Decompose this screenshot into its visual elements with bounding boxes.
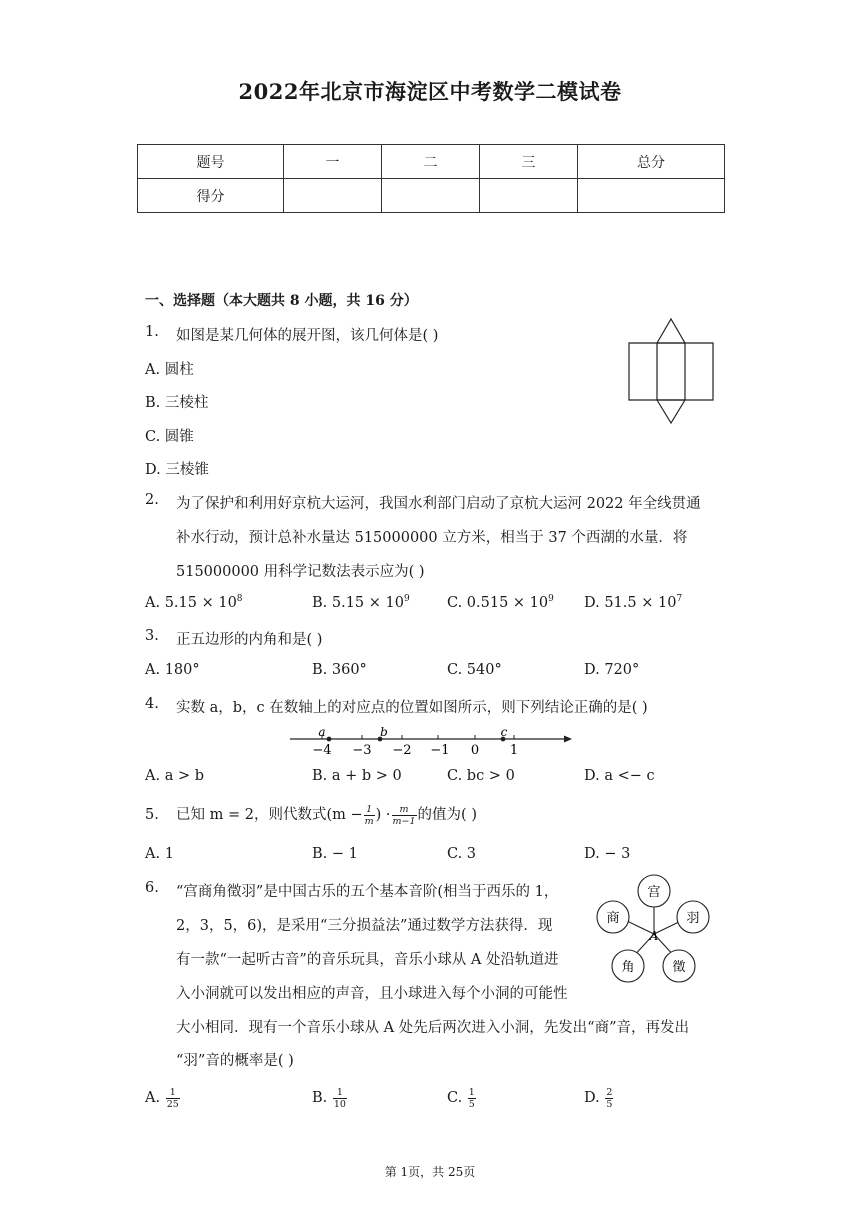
point-label: c (500, 725, 508, 739)
option-a: A. a > b (145, 768, 204, 784)
page-footer: 第 1页，共 25页 (384, 1165, 476, 1179)
point-a-dot (327, 737, 332, 742)
option-d: D. 720° (584, 662, 640, 678)
table-row (138, 145, 725, 179)
option-b: B. − 1 (312, 846, 358, 862)
section-heading: 一、选择题（本大题共 8 小题，共 16 分） (145, 293, 418, 309)
question-stem (176, 800, 477, 830)
option-c (447, 1084, 477, 1112)
table-cell: 一 (284, 145, 382, 179)
music-toy-figure (594, 872, 714, 984)
expr-text: 已知 m = 2，则代数式(m − (176, 807, 363, 823)
question-stem-line: 入小洞就可以发出相应的声音，且小球进入每个小洞的可能性 (176, 986, 568, 1002)
page-title: 2022年北京市海淀区中考数学二模试卷 (238, 79, 622, 104)
fraction (605, 1087, 613, 1110)
table-cell: 总分 (578, 145, 725, 179)
option-exponent: 8 (236, 594, 243, 604)
tick-label: −4 (312, 743, 332, 758)
option-text: D. (584, 1090, 600, 1106)
question-number: 6. (145, 880, 159, 896)
question-stem-line: 有一款“一起听古音”的音乐玩具，音乐小球从 A 处沿轨道进 (176, 952, 559, 968)
fraction-numerator: 2 (606, 1086, 613, 1098)
fraction-denominator: 5 (606, 1098, 613, 1110)
option-a (145, 1084, 181, 1112)
option-text: B. (312, 1090, 328, 1106)
prism-net-figure (620, 316, 720, 426)
table-cell (480, 179, 578, 213)
question-stem-line: “羽”音的概率是( ) (176, 1053, 294, 1069)
option-d: D. − 3 (584, 846, 631, 862)
option-a: A. 圆柱 (145, 362, 194, 378)
question-stem-line: 2，3，5，6)，是采用“三分损益法”通过数学方法获得．现 (176, 918, 553, 934)
option-b: B. 360° (312, 662, 367, 678)
fraction-denominator: 25 (166, 1098, 179, 1110)
option-text: D. 51.5 × 10 (584, 594, 677, 611)
option-exponent: 9 (548, 594, 554, 604)
fraction (333, 1087, 347, 1110)
note-label: 商 (606, 911, 620, 926)
option-c: C. 3 (447, 846, 477, 862)
question-number: 4. (145, 696, 159, 712)
center-label: A (649, 929, 659, 943)
option-text: B. 5.15 × 10 (312, 594, 404, 611)
option-a: A. 1 (145, 846, 174, 862)
option-c: C. 540° (447, 662, 502, 678)
option-a: A. 180° (145, 662, 200, 678)
expr-text: 的值为( ) (417, 807, 477, 823)
option-exponent: 9 (403, 594, 410, 604)
option-b: B. 三棱柱 (145, 395, 209, 411)
option-b (312, 594, 410, 611)
fraction-numerator: 1 (364, 804, 375, 816)
note-label: 宫 (647, 885, 661, 900)
option-text: A. 5.15 × 10 (145, 594, 237, 611)
option-a (145, 594, 243, 611)
note-label: 角 (621, 960, 635, 975)
question-stem: 如图是某几何体的展开图，该几何体是( ) (176, 328, 439, 344)
tick-label: −1 (430, 743, 450, 758)
number-line-figure (285, 722, 580, 758)
note-label: 羽 (686, 911, 700, 926)
table-cell: 二 (382, 145, 480, 179)
tick-label: −3 (352, 743, 372, 758)
point-label: b (380, 725, 388, 739)
question-number: 5. (145, 807, 159, 823)
fraction-denominator: m (364, 815, 374, 827)
table-cell (284, 179, 382, 213)
option-d (584, 594, 682, 611)
question-stem-line: 大小相同．现有一个音乐小球从 A 处先后两次进入小洞，先发出“商”音，再发出 (176, 1020, 690, 1036)
option-exponent: 7 (676, 594, 683, 604)
table-row (138, 179, 725, 213)
question-stem: 实数 a，b，c 在数轴上的对应点的位置如图所示，则下列结论正确的是( ) (176, 700, 648, 716)
option-d: D. 三棱锥 (145, 462, 209, 478)
table-cell (382, 179, 480, 213)
fraction (392, 804, 417, 827)
question-number: 3. (145, 628, 159, 644)
question-stem-line: 补水行动，预计总补水量达 515000000 立方米，相当于 37 个西湖的水量．将 (176, 530, 688, 546)
question-number: 1. (145, 324, 159, 340)
option-c (447, 594, 554, 611)
question-stem-line: “宫商角徵羽”是中国古乐的五个基本音阶(相当于西乐的 1， (176, 884, 559, 900)
tick-label: 1 (509, 743, 519, 758)
table-cell: 得分 (138, 179, 284, 213)
option-c: C. 圆锥 (145, 429, 194, 445)
fraction-numerator: 1 (166, 1087, 180, 1099)
point-label: a (318, 725, 326, 739)
question-number: 2. (145, 492, 159, 508)
fraction-numerator: 1 (468, 1086, 475, 1098)
fraction (364, 804, 375, 827)
question-stem-line: 为了保护和利用好京杭大运河，我国水利部门启动了京杭大运河 2022 年全线贯通 (176, 496, 701, 512)
score-table (137, 144, 725, 213)
fraction-denominator: 5 (468, 1098, 475, 1110)
fraction-numerator: m (392, 804, 417, 816)
fraction-numerator: 1 (333, 1087, 347, 1099)
option-c: C. bc > 0 (447, 768, 515, 784)
question-stem: 正五边形的内角和是( ) (176, 632, 323, 648)
table-cell: 三 (480, 145, 578, 179)
tick-label: 0 (470, 743, 480, 758)
option-b (312, 1084, 348, 1112)
question-stem-line: 515000000 用科学记数法表示应为( ) (176, 564, 425, 580)
fraction (166, 1087, 180, 1110)
expr-text: ) · (375, 807, 391, 823)
note-label: 徵 (672, 960, 686, 975)
table-cell: 题号 (138, 145, 284, 179)
option-text: C. (447, 1090, 463, 1106)
fraction (468, 1087, 476, 1110)
tick-label: −2 (392, 743, 412, 758)
fraction-denominator: 10 (333, 1098, 346, 1110)
option-d (584, 1084, 614, 1112)
option-d: D. a <− c (584, 768, 655, 784)
option-b: B. a + b > 0 (312, 768, 402, 784)
option-text: A. (145, 1090, 161, 1106)
fraction-denominator: m−1 (392, 815, 416, 827)
table-cell (578, 179, 725, 213)
option-text: C. 0.515 × 10 (447, 594, 549, 611)
